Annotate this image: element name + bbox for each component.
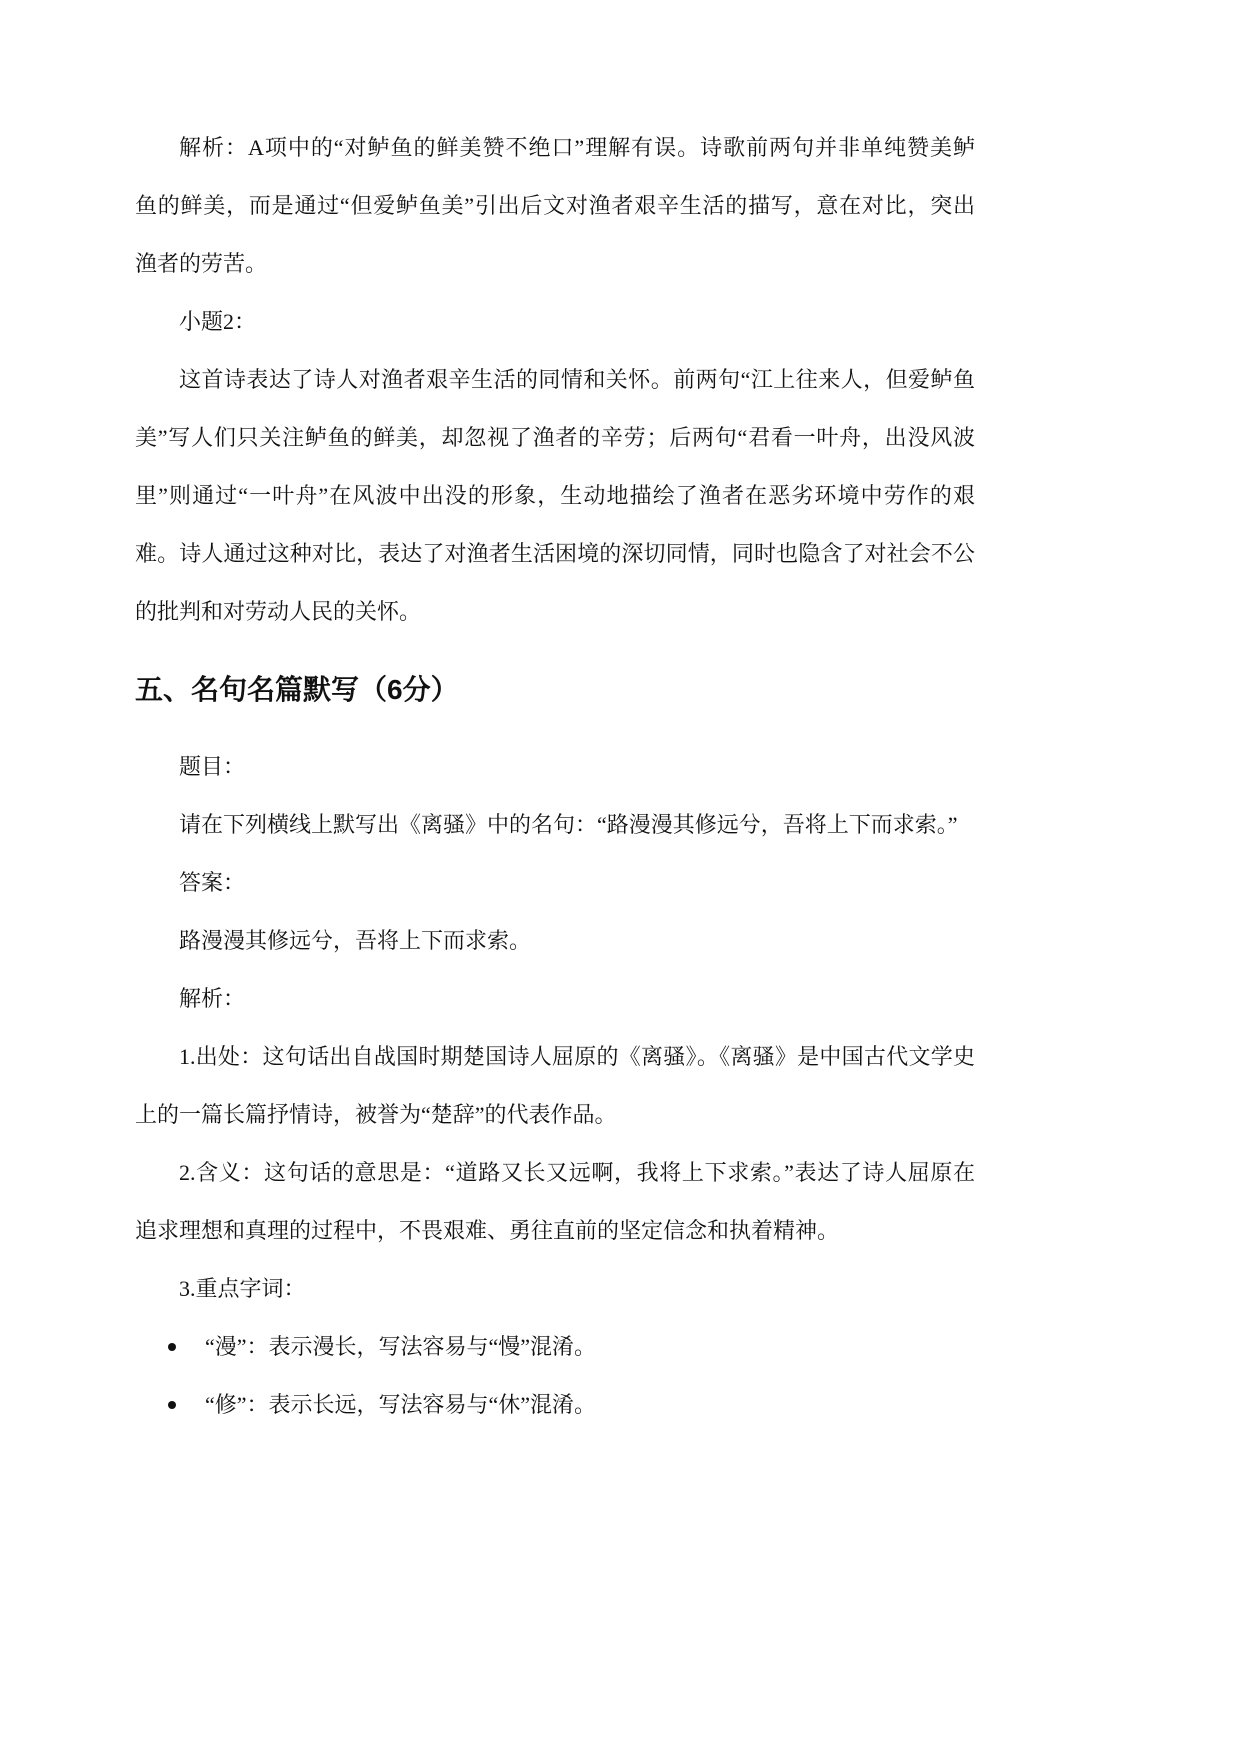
analysis-point bbox=[135, 1144, 975, 1260]
question-text: 请在下列横线上默写出《离骚》中的名句：“路漫漫其修远兮，吾将上下而求索。” bbox=[179, 812, 958, 837]
bullet-icon bbox=[168, 1343, 176, 1351]
paragraph-line: 这首诗表达了诗人对渔者艰辛生活的同情和关怀。前两句“江上往来人，但爱鲈鱼 bbox=[179, 367, 975, 392]
key-word-list bbox=[135, 1318, 975, 1434]
paragraph-line: 的批判和对劳动人民的关怀。 bbox=[135, 599, 422, 624]
analysis-point bbox=[135, 1028, 975, 1144]
analysis-point bbox=[135, 1260, 975, 1318]
paragraph-line: 2.含义：这句话的意思是：“道路又长又远啊，我将上下求索。”表达了诗人屈原在 bbox=[179, 1160, 975, 1185]
paragraph-line: 里”则通过“一叶舟”在风波中出没的形象，生动地描绘了渔者在恶劣环境中劳作的艰 bbox=[135, 483, 975, 508]
paragraph-line: 追求理想和真理的过程中，不畏艰难、勇往直前的坚定信念和执着精神。 bbox=[135, 1218, 840, 1243]
paragraph-line: 渔者的劳苦。 bbox=[135, 251, 268, 276]
paragraph-line: 上的一篇长篇抒情诗，被誉为“楚辞”的代表作品。 bbox=[135, 1102, 617, 1127]
answer-label: 答案： bbox=[179, 870, 246, 895]
paragraph-line: 3.重点字词： bbox=[179, 1276, 306, 1301]
question-label: 题目： bbox=[179, 754, 246, 779]
key-word-item bbox=[135, 1376, 975, 1434]
subquestion-answer-paragraph bbox=[135, 351, 975, 641]
paragraph-line: 1.出处：这句话出自战国时期楚国诗人屈原的《离骚》。《离骚》是中国古代文学史 bbox=[179, 1044, 975, 1069]
answer-text: 路漫漫其修远兮，吾将上下而求索。 bbox=[179, 928, 532, 953]
paragraph-line: 解析：A项中的“对鲈鱼的鲜美赞不绝口”理解有误。诗歌前两句并非单纯赞美鲈 bbox=[179, 135, 975, 160]
paragraph-line: 难。诗人通过这种对比，表达了对渔者生活困境的深切同情，同时也隐含了对社会不公 bbox=[135, 541, 975, 566]
key-word-text: “漫”：表示漫长，写法容易与“慢”混淆。 bbox=[205, 1334, 597, 1359]
paragraph-line: 鱼的鲜美，而是通过“但爱鲈鱼美”引出后文对渔者艰辛生活的描写，意在对比，突出 bbox=[135, 193, 975, 218]
analysis-label: 解析： bbox=[179, 986, 246, 1011]
bullet-icon bbox=[168, 1401, 176, 1409]
section-heading: 五、名句名篇默写（6分） bbox=[135, 674, 459, 705]
document-body bbox=[135, 119, 975, 1434]
key-word-text: “修”：表示长远，写法容易与“休”混淆。 bbox=[205, 1392, 597, 1417]
paragraph-line: 美”写人们只关注鲈鱼的鲜美，却忽视了渔者的辛劳；后两句“君看一叶舟，出没风波 bbox=[135, 425, 975, 450]
analysis-paragraph bbox=[135, 119, 975, 293]
subquestion-label: 小题2： bbox=[179, 309, 257, 334]
key-word-item bbox=[135, 1318, 975, 1376]
